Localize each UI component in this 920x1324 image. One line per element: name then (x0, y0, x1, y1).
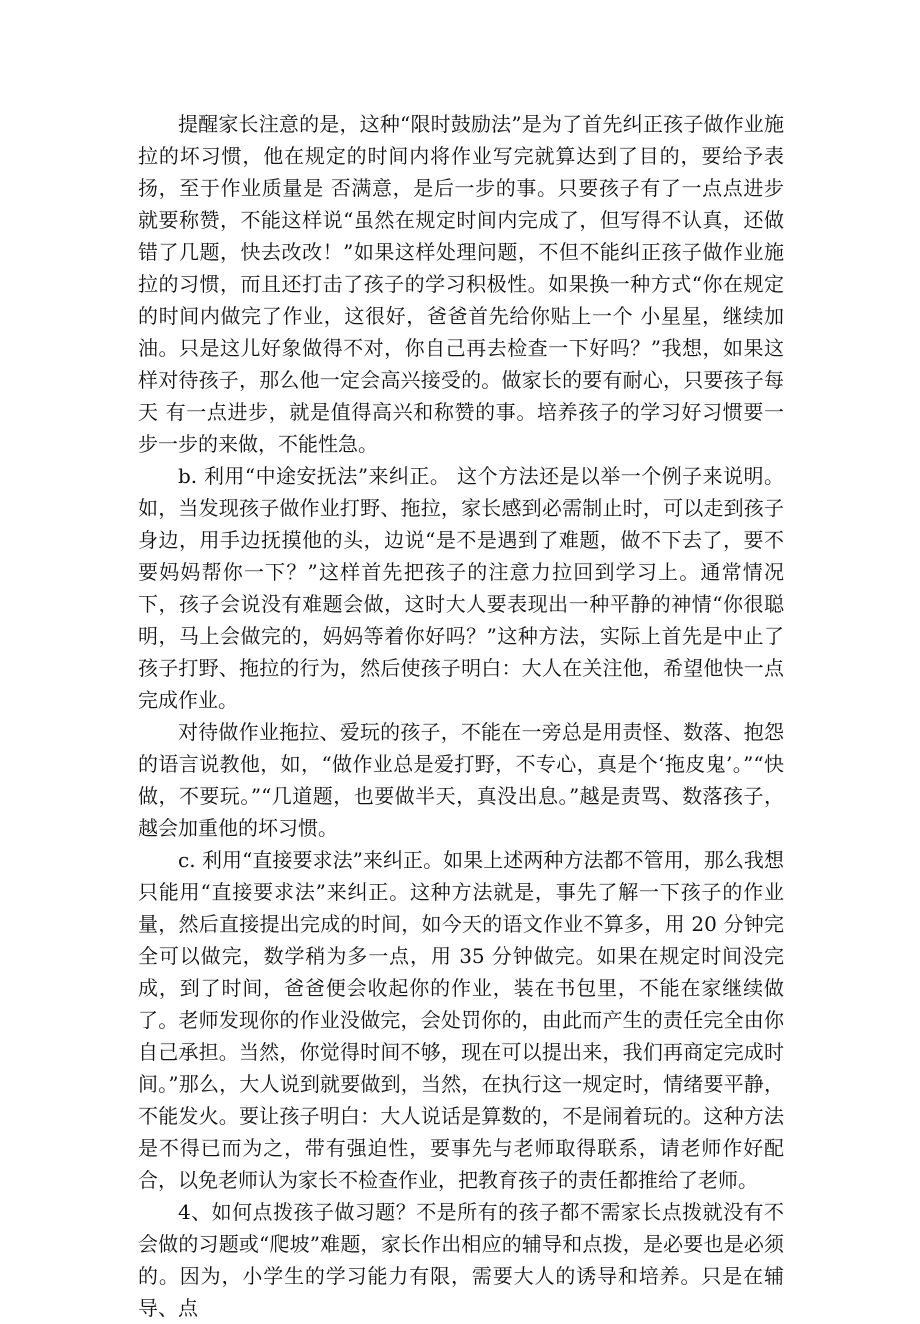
paragraph-limited-time-encouragement: 提醒家长注意的是，这种“限时鼓励法”是为了首先纠正孩子做作业施拉的坏习惯，他在规定的时间内将作业写完就算达到了目的，要给予表扬，至于作业质量是 否满意，是后一步的事。只要孩子有了一点点进步就要称赞，不能这样说“虽然在规定时间内完成了，但写得不认真，还做错了几题，快去改改！”如果这样处理问题，不但不能纠正孩子做作业施拉的习惯，而且还打击了孩子的学习积极性。如果换一种方式“你在规定的时间内做完了作业，这很好，爸爸首先给你贴上一个 小星星，继续加油。只是这儿好象做得不对，你自己再去检查一下好吗？”我想，如果这样对待孩子，那么他一定会高兴接受的。做家长的要有耐心，只要孩子每天 有一点进步，就是值得高兴和称赞的事。培养孩子的学习好习惯要一步一步的来做，不能性急。 (138, 112, 784, 456)
document-body (138, 108, 784, 1324)
paragraph-midway-comfort-method: b. 利用“中途安抚法”来纠正。 这个方法还是以举一个例子来说明。如，当发现孩子做作业打野、拖拉，家长感到必需制止时，可以走到孩子身边，用手边抚摸他的头，边说“是不是遇到了难题，做不下去了，要不要妈妈帮你一下？”这样首先把孩子的注意力拉回到学习上。通常情况下，孩子会说没有难题会做，这时大人要表现出一种平静的神情“你很聪明，马上会做完的，妈妈等着你好吗？”这种方法，实际上首先是中止了孩子打野、拖拉的行为，然后使孩子明白：大人在关注他，希望他快一点完成作业。 (138, 464, 784, 712)
paragraph-avoid-scolding: 对待做作业拖拉、爱玩的孩子，不能在一旁总是用责怪、数落、抱怨的语言说教他，如，“做作业总是爱打野，不专心，真是个‘拖皮鬼’。”“快做，不要玩。”“几道题，也要做半天，真没出息。”越是责骂、数落孩子，越会加重他的坏习惯。 (138, 720, 784, 840)
paragraph-guiding-homework: 4、如何点拨孩子做习题？不是所有的孩子都不需家长点拨就没有不会做的习题或“爬坡”难题，家长作出相应的辅导和点拨，是必要也是必须的。因为，小学生的学习能力有限，需要大人的诱导和培养。只是在辅导、点 (138, 1200, 784, 1320)
paragraph-direct-request-method: c. 利用“直接要求法”来纠正。如果上述两种方法都不管用，那么我想只能用“直接要求法”来纠正。这种方法就是，事先了解一下孩子的作业量，然后直接提出完成的时间，如今天的语文作业不算多，用 20 分钟完全可以做完，数学稍为多一点，用 35 分钟做完。如果在规定时间没完成，到了时间，爸爸便会收起你的作业，装在书包里，不能在家继续做了。老师发现你的作业没做完，会处罚你的，由此而产生的责任完全由你自己承担。当然，你觉得时间不够，现在可以提出来，我们再商定完成时间。”那么，大人说到就要做到，当然，在执行这一规定时，情绪要平静，不能发火。要让孩子明白：大人说话是算数的，不是闹着玩的。这种方法是不得已而为之，带有强迫性，要事先与老师取得联系，请老师作好配合，以免老师认为家长不检查作业，把教育孩子的责任都推给了老师。 (138, 848, 784, 1192)
